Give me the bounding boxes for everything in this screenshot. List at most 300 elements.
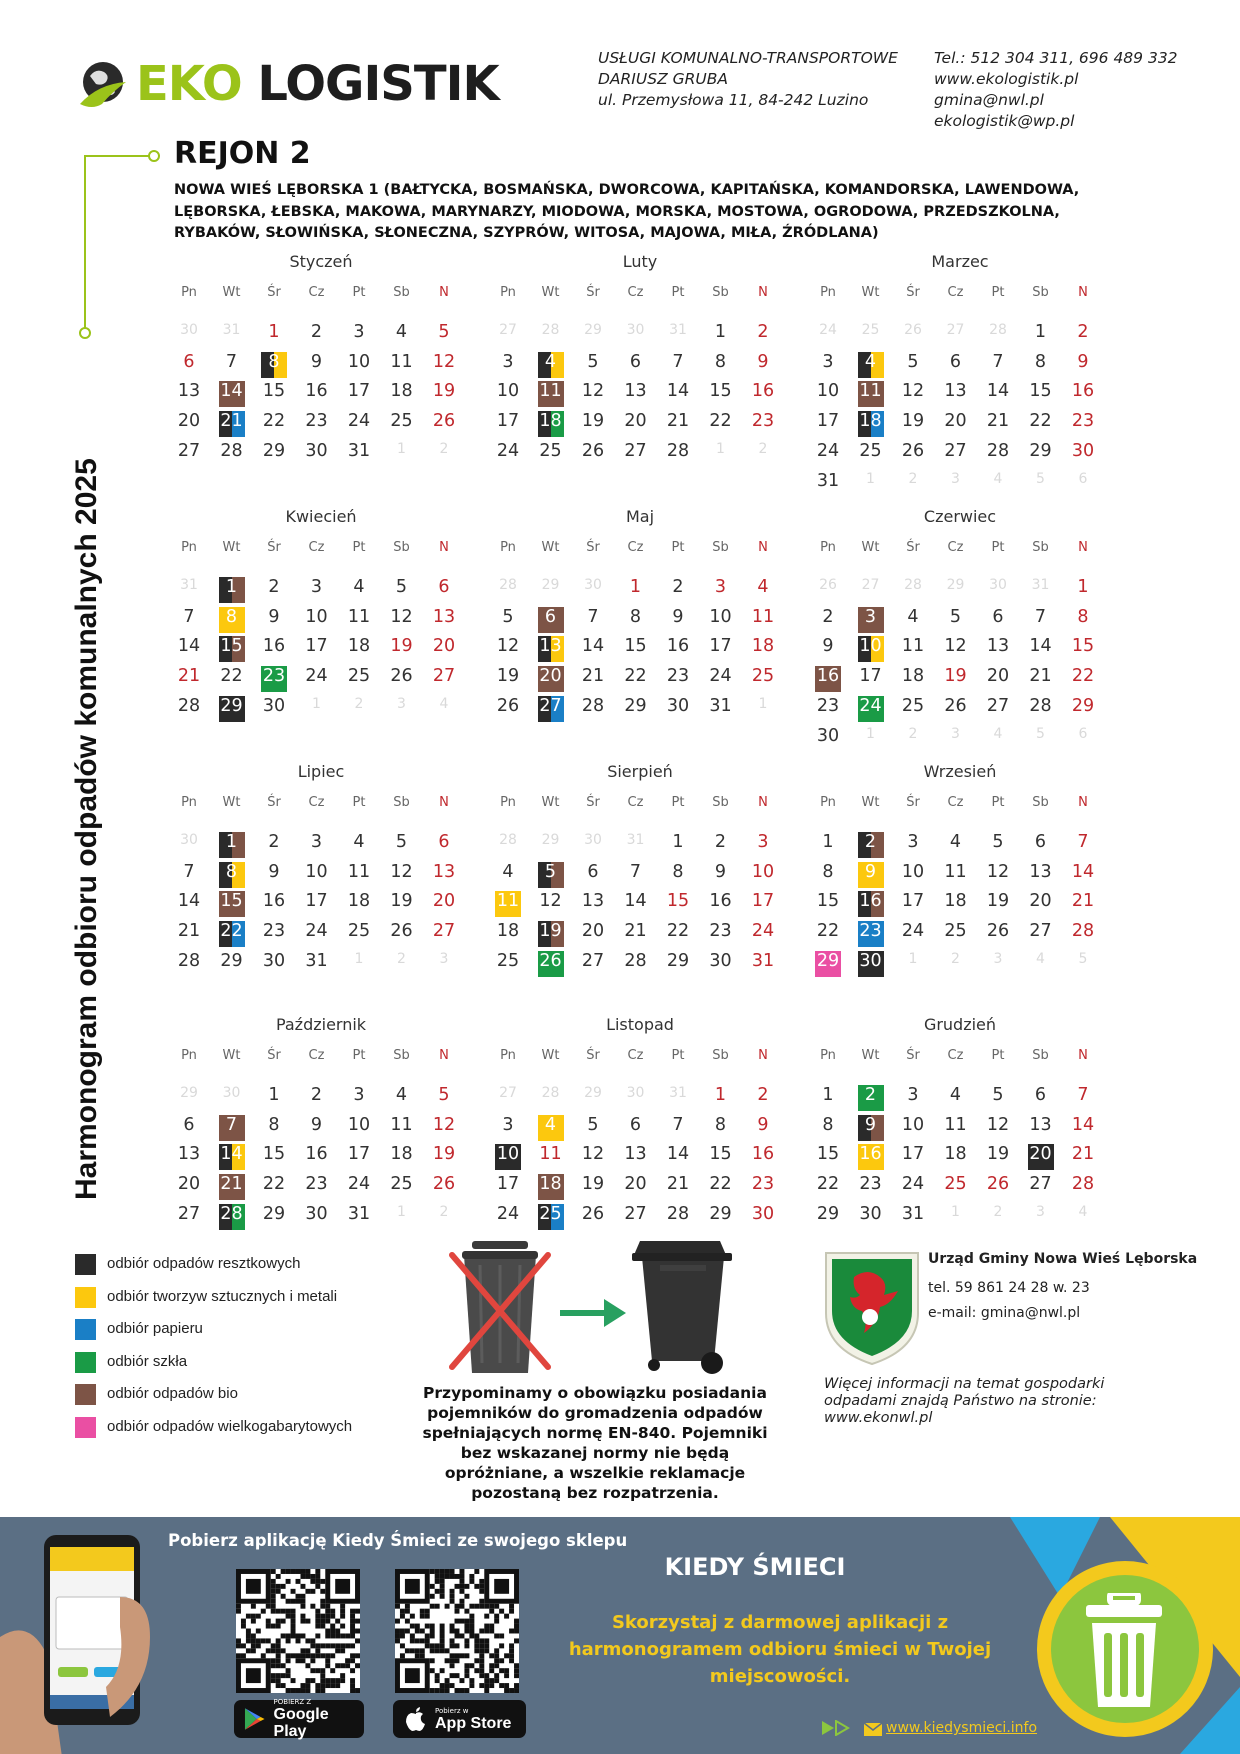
contact-email-2[interactable]: ekologistik@wp.pl xyxy=(934,112,1075,130)
calendar-day: 21 xyxy=(1029,666,1052,687)
google-play-qr-code[interactable] xyxy=(236,1569,360,1693)
legend-label: odbiór szkła xyxy=(107,1352,188,1370)
legend-label: odbiór odpadów bio xyxy=(107,1385,238,1402)
more-info-text: Więcej informacji na temat gospodarki odpadami znajdą Państwo na stronie: www.ekonwl.pl xyxy=(824,1376,1105,1426)
calendar-day: 4 xyxy=(502,861,514,882)
weekday-header: Sb xyxy=(393,285,410,300)
calendar-day: 27 xyxy=(432,666,456,687)
calendar-day: 28 xyxy=(1029,695,1052,716)
collection-day: 11 xyxy=(495,891,521,917)
calendar-day: 7 xyxy=(1034,606,1047,627)
calendar-day: 11 xyxy=(944,1114,967,1135)
weekday-header: N xyxy=(1078,795,1088,810)
adjacent-month-day: 2 xyxy=(439,1203,449,1220)
calendar-day: 18 xyxy=(347,891,371,912)
calendar-day: 20 xyxy=(581,921,605,942)
legend-swatch xyxy=(75,1352,96,1373)
adjacent-month-day: 3 xyxy=(1036,1203,1045,1220)
collection-day: 25 xyxy=(538,1204,564,1230)
calendar-day: 3 xyxy=(353,1085,365,1105)
calendar-day: 14 xyxy=(581,636,605,657)
adjacent-month-day: 6 xyxy=(1078,725,1088,742)
calendar-day: 18 xyxy=(390,381,413,402)
calendar-day: 6 xyxy=(587,861,599,882)
adjacent-month-day: 5 xyxy=(1036,725,1045,742)
calendar-day: 27 xyxy=(432,921,456,942)
calendar-day: 12 xyxy=(496,636,520,657)
calendar-day: 1 xyxy=(1034,322,1047,342)
adjacent-month-day: 29 xyxy=(541,577,560,593)
calendar-day: 19 xyxy=(986,891,1010,912)
calendar-day: 17 xyxy=(816,411,840,432)
calendar-day: 5 xyxy=(438,322,450,342)
calendar-day: 21 xyxy=(1071,891,1095,912)
calendar-day: 10 xyxy=(816,381,840,402)
calendar-day: 25 xyxy=(347,921,371,942)
weekday-header: Sb xyxy=(712,285,729,300)
calendar-day: 29 xyxy=(816,1203,840,1224)
company-address xyxy=(598,48,898,111)
collection-day: 29 xyxy=(815,951,841,977)
calendar-day: 13 xyxy=(1029,1114,1052,1135)
weekday-header: Pn xyxy=(820,795,836,810)
adjacent-month-day: 2 xyxy=(354,695,364,712)
weekday-header: Sb xyxy=(712,540,729,555)
calendar-day: 19 xyxy=(986,1144,1010,1165)
contact-website[interactable]: www.ekologistik.pl xyxy=(934,70,1079,88)
company-line: USŁUGI KOMUNALNO-TRANSPORTOWE xyxy=(598,49,898,67)
calendar-day: 27 xyxy=(1029,1174,1052,1195)
collection-day: 26 xyxy=(538,951,564,977)
adjacent-month-day: 25 xyxy=(861,322,880,338)
collection-day: 15 xyxy=(219,636,245,662)
calendar-day: 4 xyxy=(395,1085,408,1105)
adjacent-month-day: 2 xyxy=(397,950,406,967)
calendar-day: 2 xyxy=(714,832,727,852)
calendar-day: 13 xyxy=(177,1144,201,1165)
kiedysmieci-link[interactable]: www.kiedysmieci.info xyxy=(886,1720,1038,1736)
weekday-header: Pt xyxy=(991,1048,1005,1063)
calendar-day: 23 xyxy=(859,1174,882,1195)
calendar-day: 17 xyxy=(305,636,328,657)
calendar-day: 22 xyxy=(709,411,732,432)
weekday-header: Pt xyxy=(671,285,685,300)
calendar-day: 3 xyxy=(353,322,365,342)
legend-label: odbiór odpadów wielkogabarytowych xyxy=(107,1417,353,1435)
adjacent-month-day: 30 xyxy=(584,832,602,848)
app-store-label: App Store xyxy=(435,1714,512,1732)
weekday-header: Pt xyxy=(991,285,1005,300)
app-store-qr-code[interactable] xyxy=(395,1569,519,1693)
calendar-day: 28 xyxy=(177,695,201,716)
calendar-day: 21 xyxy=(1071,1144,1095,1165)
calendar-day: 10 xyxy=(347,1114,371,1135)
calendar-day: 8 xyxy=(1077,606,1089,627)
calendar-day: 25 xyxy=(496,950,520,971)
legend-swatch xyxy=(75,1417,96,1438)
weekday-header: Sb xyxy=(1032,540,1049,555)
collection-day: 16 xyxy=(815,666,841,692)
calendar-day: 4 xyxy=(949,1085,962,1105)
calendar-day: 9 xyxy=(268,861,280,882)
calendar-day: 19 xyxy=(944,666,967,687)
weekday-header: Pn xyxy=(500,795,516,810)
calendar-day: 26 xyxy=(986,1174,1010,1195)
calendar-day: 28 xyxy=(177,950,201,971)
bin-norm-reminder: Przypominamy o obowiązku posiadania pojemników do gromadzenia odpadów spełniających normę EN-840. Pojemniki bez wskazanej normy nie będą opróżniane, a wszelkie reklamacje pozostaną bez rozpatrzenia. xyxy=(422,1384,768,1502)
calendar-day: 13 xyxy=(177,381,201,402)
calendar-day: 9 xyxy=(822,636,834,657)
calendar-day: 12 xyxy=(390,861,413,882)
calendar-day: 2 xyxy=(822,606,834,627)
calendar-day: 25 xyxy=(751,666,775,687)
weekday-header: Cz xyxy=(627,1048,644,1063)
calendar-day: 4 xyxy=(395,322,408,342)
calendar-day: 8 xyxy=(672,861,684,882)
month-name: Sierpień xyxy=(607,762,673,781)
calendar-day: 20 xyxy=(624,1174,647,1195)
calendar-day: 9 xyxy=(757,351,769,372)
calendar-day: 26 xyxy=(432,1174,456,1195)
calendar-day: 8 xyxy=(714,351,727,372)
adjacent-month-day: 29 xyxy=(180,1085,198,1101)
calendar-day: 25 xyxy=(944,1174,967,1195)
weekday-header: Pt xyxy=(352,1048,366,1063)
calendar-day: 31 xyxy=(709,695,732,716)
collection-day: 21 xyxy=(219,411,245,437)
calendar-day: 7 xyxy=(225,351,238,372)
adjacent-month-day: 4 xyxy=(993,470,1003,487)
weekday-header: Śr xyxy=(586,540,600,555)
calendar-day: 15 xyxy=(1071,636,1095,657)
calendar-day: 1 xyxy=(1077,577,1089,597)
calendar-day: 5 xyxy=(992,832,1004,852)
calendar-day: 20 xyxy=(177,411,201,432)
calendar-day: 6 xyxy=(1034,832,1047,852)
calendar-day: 28 xyxy=(986,440,1010,461)
collection-day: 23 xyxy=(858,921,884,947)
adjacent-month-day: 3 xyxy=(951,725,960,742)
weekday-header: Wt xyxy=(222,795,241,810)
collection-day: 23 xyxy=(261,666,287,692)
calendar-day: 19 xyxy=(432,1144,456,1165)
adjacent-month-day: 30 xyxy=(180,322,198,338)
weekday-header: Wt xyxy=(222,540,241,555)
weekday-header: Cz xyxy=(308,540,325,555)
calendar-day: 11 xyxy=(751,606,775,627)
weekday-header: Wt xyxy=(861,795,880,810)
calendar-day: 15 xyxy=(624,636,647,657)
legend-swatch xyxy=(75,1287,96,1308)
legend-label: odbiór odpadów resztkowych xyxy=(107,1255,301,1272)
weekday-header: Sb xyxy=(1032,285,1049,300)
app-store-badge[interactable] xyxy=(393,1700,526,1738)
weekday-header: Śr xyxy=(906,285,920,300)
calendar-day: 6 xyxy=(629,351,642,372)
calendar-day: 14 xyxy=(177,891,201,912)
company-line: DARIUSZ GRUBA xyxy=(598,70,728,88)
calendar-day: 5 xyxy=(395,577,408,597)
weekday-header: Cz xyxy=(947,795,964,810)
collection-day: 18 xyxy=(538,411,564,437)
calendar-day: 15 xyxy=(262,381,286,402)
weekday-header: Pn xyxy=(181,1048,197,1063)
calendar-day: 29 xyxy=(262,440,286,461)
app-promo-footer xyxy=(0,1517,1240,1754)
collection-day: 2 xyxy=(858,1085,884,1111)
calendar-day: 22 xyxy=(262,411,286,432)
month-name: Lipiec xyxy=(297,762,345,781)
calendar-day: 27 xyxy=(624,440,647,461)
calendar-day: 13 xyxy=(624,381,647,402)
calendar-day: 10 xyxy=(901,1114,925,1135)
contact-email[interactable]: gmina@nwl.pl xyxy=(934,91,1044,109)
calendar-day: 21 xyxy=(986,411,1010,432)
google-play-small-text: POBIERZ Z xyxy=(273,1698,312,1706)
adjacent-month-day: 28 xyxy=(499,577,517,593)
calendar-day: 22 xyxy=(1071,666,1095,687)
play-arrows-icon xyxy=(820,1720,856,1736)
calendar-day: 6 xyxy=(629,1114,642,1135)
connector-dot xyxy=(148,150,160,162)
calendar-day: 13 xyxy=(432,861,456,882)
legend-swatch xyxy=(75,1254,96,1275)
calendar-day: 13 xyxy=(944,381,967,402)
calendar-day: 3 xyxy=(310,577,323,597)
calendar-day: 22 xyxy=(816,1174,840,1195)
calendar-day: 13 xyxy=(1029,861,1052,882)
calendar-day: 7 xyxy=(183,861,195,882)
calendar-day: 25 xyxy=(539,440,562,461)
calendar-day: 25 xyxy=(390,1174,413,1195)
calendar-day: 30 xyxy=(262,695,286,716)
adjacent-month-day: 30 xyxy=(989,577,1007,593)
collection-day: 22 xyxy=(219,921,245,947)
calendar-day: 7 xyxy=(672,351,684,372)
collection-day: 14 xyxy=(219,381,245,407)
weekday-header: N xyxy=(758,1048,768,1063)
weekday-header: Pt xyxy=(671,540,685,555)
calendar-day: 16 xyxy=(262,891,286,912)
adjacent-month-day: 29 xyxy=(584,1085,602,1101)
weekday-header: Śr xyxy=(586,285,600,300)
calendar-day: 8 xyxy=(822,1114,834,1135)
adjacent-month-day: 31 xyxy=(626,832,645,848)
collection-day: 16 xyxy=(858,1144,884,1170)
collection-day: 5 xyxy=(538,862,564,888)
adjacent-month-day: 29 xyxy=(584,322,602,338)
calendar-day: 10 xyxy=(305,861,328,882)
calendar-day: 16 xyxy=(751,1144,775,1165)
calendar-day: 30 xyxy=(1071,440,1095,461)
calendar-day: 3 xyxy=(502,351,514,372)
weekday-header: Pt xyxy=(671,1048,685,1063)
calendar-day: 11 xyxy=(901,636,925,657)
calendar-day: 1 xyxy=(822,832,834,852)
calendar-day: 6 xyxy=(183,1114,195,1135)
adjacent-month-day: 1 xyxy=(866,725,875,742)
collection-day: 4 xyxy=(858,352,884,378)
calendar-day: 2 xyxy=(310,1085,323,1105)
calendar-day: 12 xyxy=(432,351,456,372)
calendar-day: 30 xyxy=(709,950,732,971)
calendar-day: 1 xyxy=(268,322,280,342)
calendar-day: 15 xyxy=(709,1144,732,1165)
calendar-day: 30 xyxy=(305,1203,328,1224)
calendar-day: 28 xyxy=(220,440,243,461)
calendar-day: 25 xyxy=(859,440,882,461)
adjacent-month-day: 4 xyxy=(1036,950,1045,967)
calendar-day: 4 xyxy=(907,606,919,627)
calendar-day: 4 xyxy=(949,832,962,852)
weekday-header: Sb xyxy=(393,795,410,810)
calendar-day: 1 xyxy=(822,1085,834,1105)
google-play-badge[interactable] xyxy=(234,1700,364,1738)
month-name: Styczeń xyxy=(289,252,353,271)
envelope-icon xyxy=(864,1723,882,1736)
calendar-day: 3 xyxy=(310,832,323,852)
calendar-day: 8 xyxy=(822,861,834,882)
calendar-day: 29 xyxy=(1071,695,1095,716)
weekday-header: N xyxy=(439,285,449,300)
gmina-email[interactable]: e-mail: gmina@nwl.pl xyxy=(928,1305,1081,1321)
calendar-day: 11 xyxy=(539,1144,562,1165)
calendar-day: 12 xyxy=(901,381,925,402)
collection-day: 11 xyxy=(538,381,564,407)
calendar-day: 19 xyxy=(390,636,413,657)
weekday-header: N xyxy=(439,795,449,810)
calendar-day: 30 xyxy=(305,440,328,461)
weekday-header: N xyxy=(1078,1048,1088,1063)
collection-day: 19 xyxy=(538,921,564,947)
adjacent-month-day: 30 xyxy=(584,577,602,593)
month-name: Czerwiec xyxy=(923,507,997,526)
adjacent-month-day: 1 xyxy=(716,440,725,457)
calendar-day: 20 xyxy=(944,411,967,432)
calendar-day: 1 xyxy=(268,1085,280,1105)
calendar-day: 31 xyxy=(816,470,840,491)
adjacent-month-day: 5 xyxy=(1036,470,1045,487)
adjacent-month-day: 31 xyxy=(1031,577,1050,593)
calendar-day: 29 xyxy=(624,695,647,716)
calendar-day: 27 xyxy=(177,1203,201,1224)
calendar-day: 24 xyxy=(496,440,520,461)
calendar-day: 12 xyxy=(986,1114,1010,1135)
calendar-day: 18 xyxy=(347,636,371,657)
calendar-day: 24 xyxy=(816,440,840,461)
calendar-day: 12 xyxy=(581,1144,605,1165)
calendar-day: 26 xyxy=(390,921,413,942)
calendar-day: 12 xyxy=(581,381,605,402)
calendar-day: 9 xyxy=(1077,351,1089,372)
calendar-day: 27 xyxy=(944,440,967,461)
calendar-day: 8 xyxy=(714,1114,727,1135)
adjacent-month-day: 27 xyxy=(946,322,965,338)
weekday-header: Wt xyxy=(541,795,560,810)
calendar-day: 14 xyxy=(666,381,690,402)
adjacent-month-day: 30 xyxy=(626,1085,645,1101)
calendar-day: 9 xyxy=(310,351,323,372)
calendar-day: 19 xyxy=(390,891,413,912)
collection-day: 10 xyxy=(858,636,884,662)
calendar-day: 27 xyxy=(1029,921,1052,942)
gmina-phone: tel. 59 861 24 28 w. 23 xyxy=(928,1280,1090,1296)
calendar-day: 21 xyxy=(624,921,647,942)
weekday-header: N xyxy=(758,540,768,555)
collection-day: 21 xyxy=(219,1174,245,1200)
collection-day: 29 xyxy=(219,696,245,722)
calendar-day: 7 xyxy=(992,351,1004,372)
weekday-header: N xyxy=(1078,285,1088,300)
gmina-coat-of-arms xyxy=(824,1251,920,1366)
adjacent-month-day: 28 xyxy=(989,322,1007,338)
weekday-header: Wt xyxy=(541,1048,560,1063)
calendar-day: 10 xyxy=(901,861,925,882)
calendar-day: 26 xyxy=(432,411,456,432)
calendar-day: 2 xyxy=(310,322,323,342)
calendar-day: 2 xyxy=(1077,322,1089,342)
collection-day: 10 xyxy=(495,1144,521,1170)
adjacent-month-day: 27 xyxy=(499,1085,517,1101)
calendar-day: 9 xyxy=(757,1114,769,1135)
calendar-day: 14 xyxy=(624,891,647,912)
adjacent-month-day: 5 xyxy=(1078,950,1088,967)
calendar-day: 17 xyxy=(496,411,520,432)
calendar-day: 29 xyxy=(709,1203,732,1224)
calendar-day: 15 xyxy=(666,891,690,912)
calendar-day: 15 xyxy=(1029,381,1052,402)
calendar-day: 6 xyxy=(949,351,962,372)
calendar-day: 14 xyxy=(986,381,1010,402)
calendar-day: 29 xyxy=(220,950,243,971)
calendar-day: 20 xyxy=(177,1174,201,1195)
calendar-day: 21 xyxy=(177,666,201,687)
calendar-day: 7 xyxy=(629,861,642,882)
app-store-small-text: Pobierz w xyxy=(435,1706,469,1715)
collection-day: 14 xyxy=(219,1144,245,1170)
arrow-right-icon xyxy=(560,1299,626,1327)
calendar-day: 16 xyxy=(709,891,732,912)
adjacent-month-day: 4 xyxy=(993,725,1003,742)
weekday-header: Pt xyxy=(352,285,366,300)
calendar-day: 9 xyxy=(714,861,727,882)
google-play-label: Google Play xyxy=(273,1706,329,1740)
calendar-day: 22 xyxy=(262,1174,286,1195)
calendar-day: 10 xyxy=(496,381,520,402)
weekday-header: N xyxy=(439,540,449,555)
collection-day: 13 xyxy=(538,636,564,662)
calendar-day: 26 xyxy=(901,440,925,461)
calendar-day: 19 xyxy=(432,381,456,402)
calendar-day: 14 xyxy=(666,1144,690,1165)
calendar-day: 7 xyxy=(1077,1085,1089,1105)
calendar-day: 31 xyxy=(305,950,328,971)
calendar-day: 24 xyxy=(305,666,328,687)
month-name: Kwiecień xyxy=(285,507,357,526)
collection-day: 8 xyxy=(219,862,245,888)
adjacent-month-day: 2 xyxy=(993,1203,1003,1220)
wheelie-bin-icon xyxy=(632,1241,732,1374)
calendar-day: 8 xyxy=(268,1114,280,1135)
weekday-header: Cz xyxy=(627,285,644,300)
calendar-day: 18 xyxy=(496,921,520,942)
calendar-day: 26 xyxy=(944,695,967,716)
calendar-day: 11 xyxy=(390,1114,413,1135)
calendar-day: 9 xyxy=(268,606,280,627)
weekday-header: Cz xyxy=(308,1048,325,1063)
calendar-day: 8 xyxy=(629,606,642,627)
weekday-header: Wt xyxy=(861,285,880,300)
